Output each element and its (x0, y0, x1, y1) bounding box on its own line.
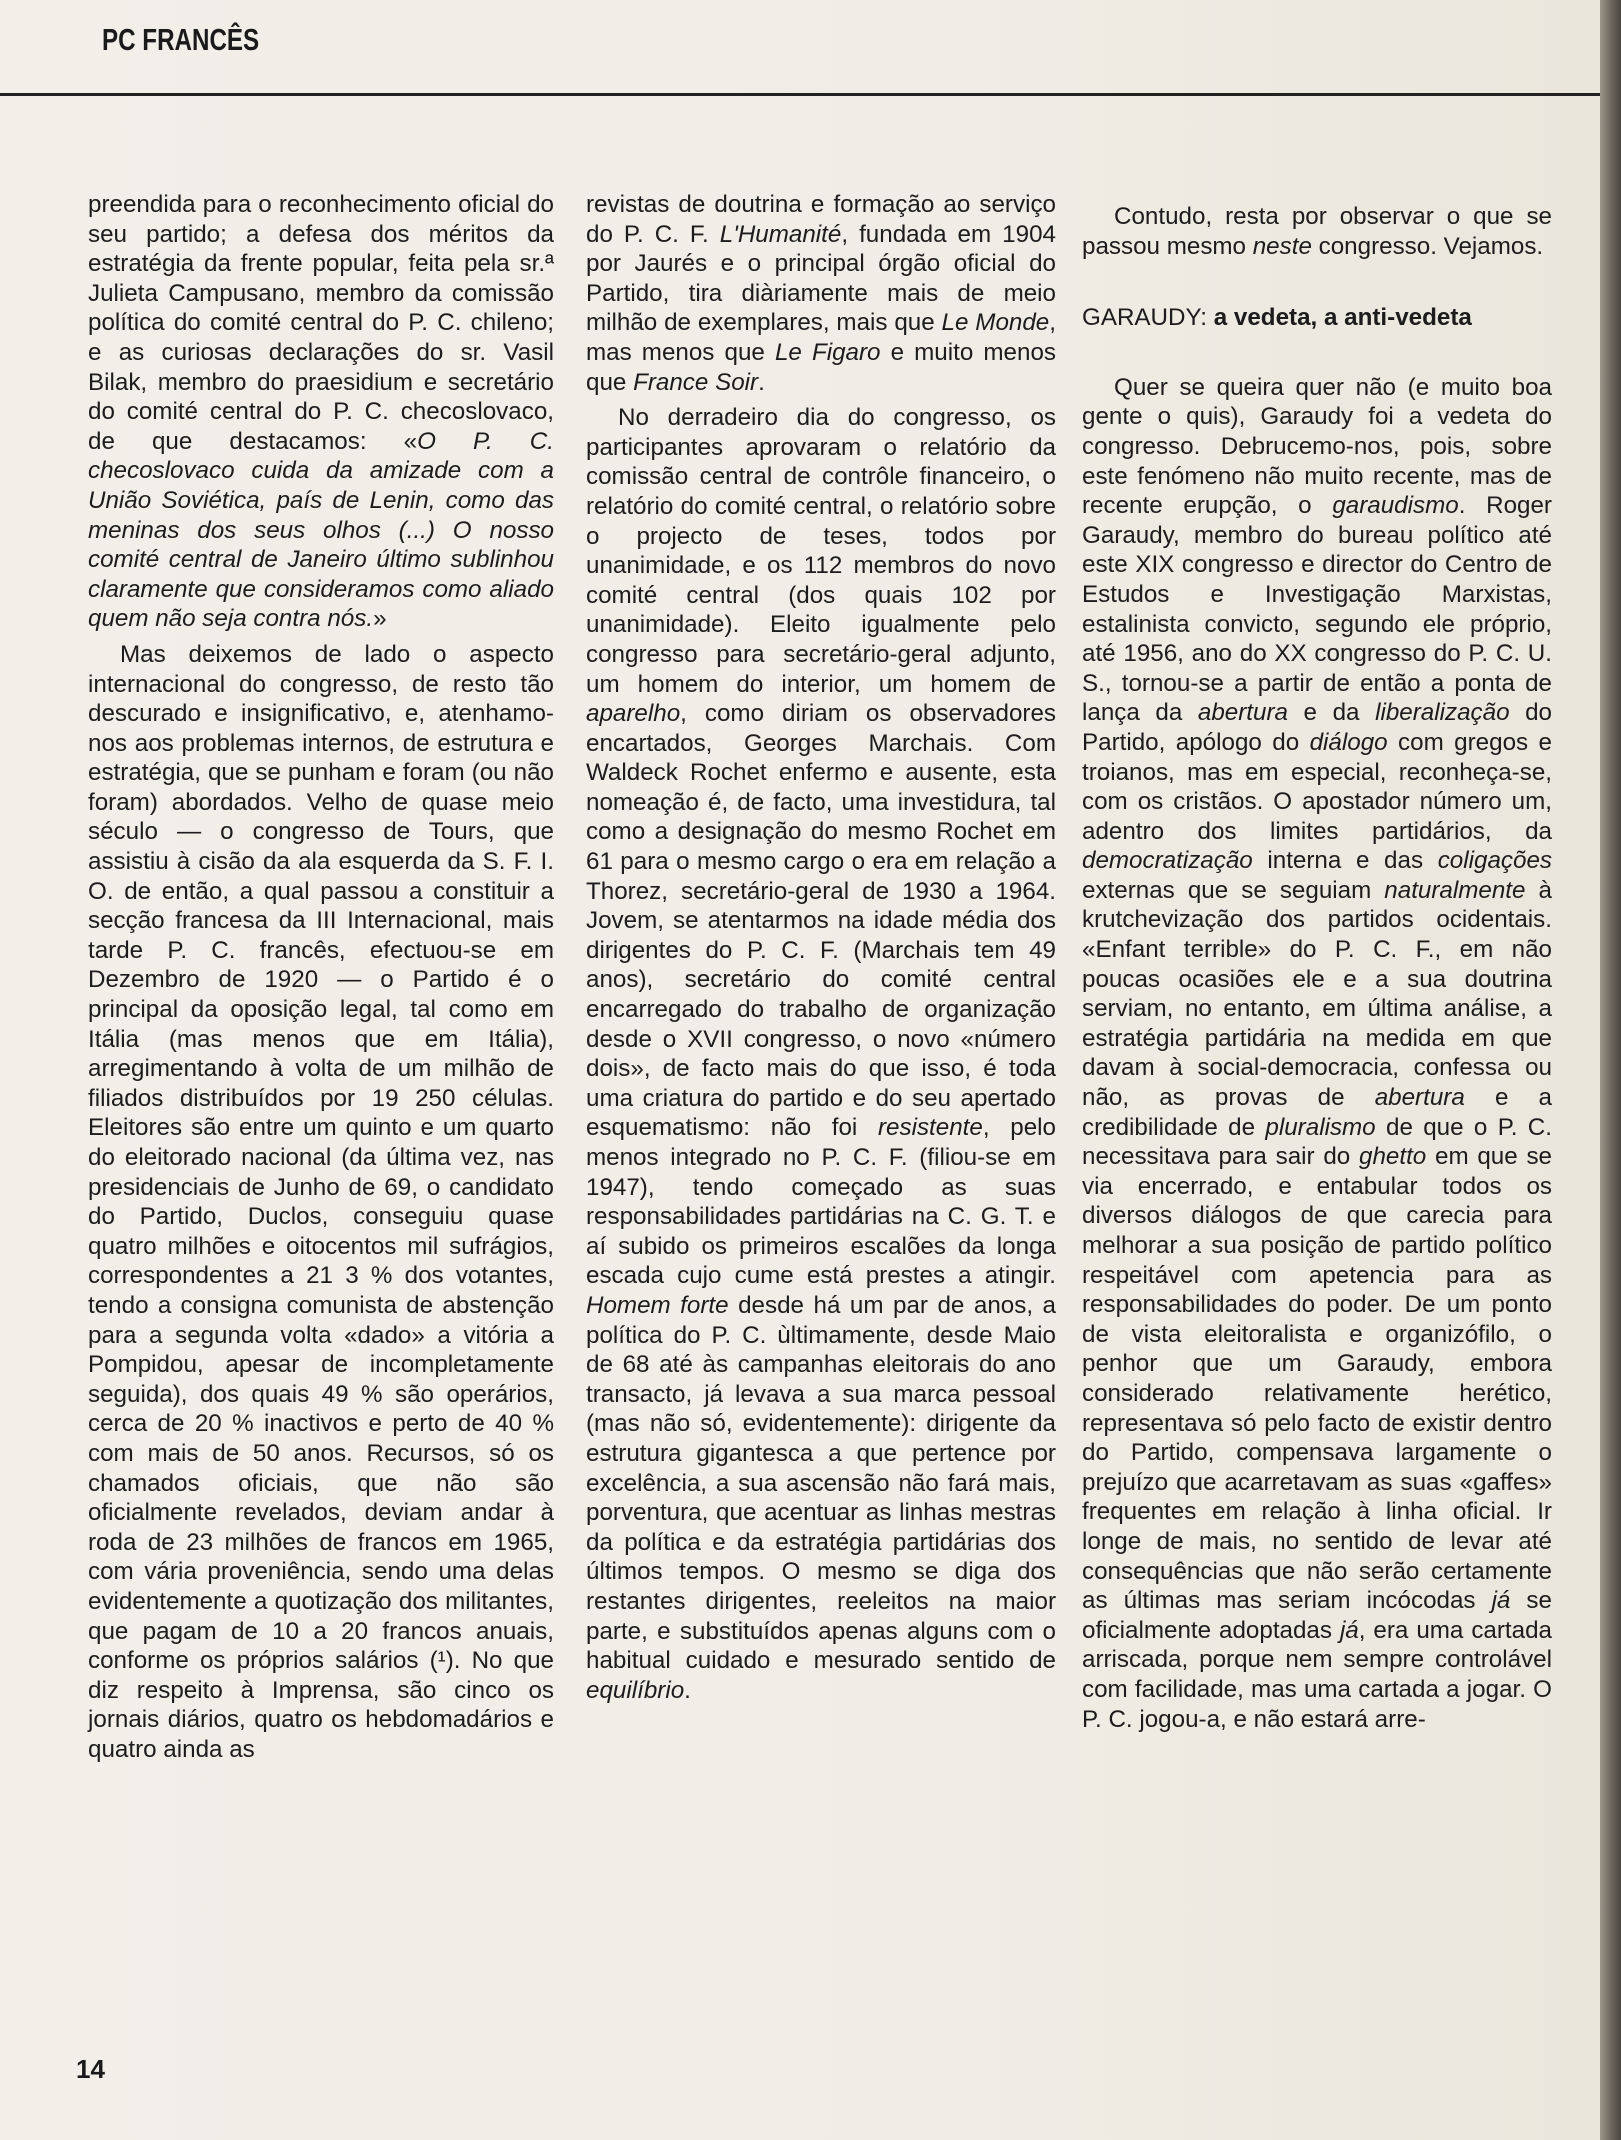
text-span: , mas menos que (586, 309, 1056, 366)
text-column-1 (88, 190, 554, 1764)
text-span: , fundada em 1904 por Jaurés e o principal órgão oficial do Partido, tira diàriamente mais de meio milhão de exemplares, mais que (586, 220, 1056, 337)
page-edge-shadow (1600, 0, 1621, 2140)
text-span: à krutchevização dos partidos ocidentais. «Enfant terrible» do P. C. F., em não poucas ocasiões ele e a sua doutrina serviam, no entanto, em última análise, a estratégia partidária na medida em que davam à social-democracia, confessa ou não, as provas de (1082, 876, 1552, 1112)
italic-word: democratização (1082, 847, 1253, 875)
text-span: . (684, 1676, 691, 1704)
italic-word: já (1491, 1587, 1511, 1615)
italic-word: abertura (1197, 699, 1288, 727)
italic-title: France Soir (633, 368, 759, 396)
italic-word: equilíbrio (586, 1676, 685, 1704)
text-span: revistas de doutrina e formação ao serviço do P. C. F. (586, 191, 1056, 248)
text-span: em que se via encerrado, e entabular todos os diversos diálogos de que carecia para melhorar a sua posição de partido político respeitável com apetencia para as responsabilidades do poder. De um ponto de vista eleitoralista e organizófilo, o penhor que um Garaudy, embora considerado relativamente herético, representava só pelo facto de existir dentro do Partido, compensava largamente o prejuízo que acarretavam as suas «gaffes» frequentes em relação à linha oficial. Ir longe de mais, no sentido de levar até consequências que não serão certamente as últimas mas seriam incócodas (1082, 1143, 1552, 1615)
paragraph (586, 190, 1056, 397)
italic-word: resistente (877, 1114, 983, 1142)
text-span: do Partido, apólogo do (1082, 699, 1553, 756)
text-column-3 (1082, 202, 1552, 1734)
text-span: , pelo menos integrado no P. C. F. (filiou-se em 1947), tendo começado as suas responsabilidades partidárias na C. G. T. e aí subido os primeiros escalões da longa escada cujo cume está prestes a atingir. (586, 1114, 1056, 1290)
text-span: de que o P. C. necessitava para sair do (1082, 1113, 1552, 1171)
italic-word: aparelho (586, 700, 681, 728)
text-span: interna e das (1252, 847, 1438, 875)
italic-word: naturalmente (1384, 876, 1526, 904)
quotation: O P. C. checoslovaco cuida da amizade com a União Soviética, país de Lenin, como das meninas dos seus olhos (...) O nosso comité central de Janeiro último sublinhou claramente que consideramos como aliado quem não seja contra nós. (88, 427, 554, 633)
paragraph (586, 403, 1056, 1705)
italic-word: coligações (1437, 847, 1552, 875)
italic-word: Homem forte (586, 1291, 729, 1319)
paragraph: Mas deixemos de lado o aspecto internacional do congresso, de resto tão descurado e insignificativo, e, atenhamo-nos aos problemas internos, de estrutura e estratégia, que se punham e foram (ou não foram) abordados. Velho de quase meio século — o congresso de Tours, que assistiu à cisão da ala esquerda da S. F. I. O. de então, a qual passou a constituir a secção francesa da III Internacional, mais tarde P. C. francês, efectuou-se em Dezembro de 1920 — o Partido é o principal da oposição legal, tal como em Itália (mas menos que em Itália), arregimentando à volta de um milhão de filiados distribuídos por 19 250 células. Eleitores são entre um quinto e um quarto do eleitorado nacional (da última vez, nas presidenciais de Junho de 69, o candidato do Partido, Duclos, conseguiu quase quatro milhões e oitocentos mil sufrágios, correspondentes a 21 3 % dos votantes, tendo a consigna comunista de abstenção para a segunda volta «dado» a vitória a Pompidou, apesar de incompletamente seguida), dos quais 49 % são operários, cerca de 20 % inactivos e perto de 40 % com mais de 50 anos. Recursos, só os chamados oficiais, que não são oficialmente revelados, deviam andar à roda de 23 milhões de francos em 1965, com vária proveniência, sendo uma delas evidentemente a quotização dos militantes, que pagam de 10 a 20 francos anuais, conforme os próprios salários (¹). No que diz respeito à Imprensa, são cinco os jornais diários, quatro os hebdomadários e quatro ainda as (88, 640, 554, 1763)
text-span: e da (1287, 699, 1376, 727)
text-span: se oficialmente adoptadas (1082, 1587, 1552, 1644)
subhead-title: a vedeta, a anti-vedeta (1213, 304, 1472, 332)
italic-title: Le Monde (941, 309, 1050, 337)
italic-word: neste (1252, 232, 1312, 260)
italic-word: pluralismo (1265, 1113, 1376, 1141)
italic-word: ghetto (1359, 1143, 1427, 1171)
italic-word: abertura (1374, 1084, 1465, 1112)
text-span: preendida para o reconhecimento oficial do seu partido; a defesa dos méritos da estratégia da frente popular, feita pela sr.ª Julieta Campusano, membro da comissão política do comité central do P. C. chileno; e as curiosas declarações do sr. Vasil Bilak, membro do praesidium e secretário do comité central do P. C. checoslovaco, de que destacamos: « (88, 191, 554, 455)
italic-word: liberalização (1375, 699, 1510, 727)
paragraph (1082, 373, 1552, 1734)
text-span: , era uma cartada arriscada, porque nem sempre controlável com facilidade, mas uma cartada a jogar. O P. C. jogou-a, e não estará arre- (1082, 1616, 1552, 1733)
text-span: e muito menos que (586, 338, 1057, 396)
text-span: Quer se queira quer não (e muito boa gente o quis), Garaudy foi a vedeta do congresso. Debrucemo-nos, pois, sobre este fenómeno não muito recente, mas de recente erupção, o (1082, 373, 1552, 520)
paragraph (1082, 202, 1552, 261)
text-span: » (373, 605, 387, 633)
subhead-name: GARAUDY: (1082, 304, 1214, 332)
text-span: No derradeiro dia do congresso, os participantes aprovaram o relatório da comissão central de contrôle financeiro, o relatório do comité central, o relatório sobre o projecto de teses, todos por unanimidade, e os 112 membros do novo comité central (dos quais 102 por unanimidade). Eleito igualmente pelo congresso para secretário-geral adjunto, um homem do interior, um homem de (586, 404, 1056, 698)
text-span: . Roger Garaudy, membro do bureau político até este XIX congresso e director do Centro de Estudos e Investigação Marxistas, estalinista convicto, segundo ele próprio, até 1956, ano do XX congresso do P. C. U. S., tornou-se a partir de então a ponta de lança da (1082, 492, 1552, 727)
text-span: externas que se seguiam (1082, 876, 1385, 904)
italic-title: Le Figaro (774, 338, 881, 366)
italic-word: garaudismo (1332, 492, 1459, 520)
running-head: PC FRANCÊS (102, 22, 260, 57)
text-span: . (758, 368, 765, 396)
text-span: e a credibilidade de (1082, 1084, 1552, 1141)
italic-word: diálogo (1309, 728, 1388, 756)
italic-title: L'Humanité (719, 220, 842, 248)
paragraph (88, 190, 554, 634)
text-span: com gregos e troianos, mas em especial, reconheça-se, com os cristãos. O apostador número um, adentro dos limites partidários, da (1082, 728, 1552, 845)
text-span: , como diriam os observadores encartados, Georges Marchais. Com Waldeck Rochet enfermo e ausente, esta nomeação é, de facto, uma investidura, tal como a designação do mesmo Rochet em 61 para o mesmo cargo o era em relação a Thorez, secretário-geral de 1930 a 1964. Jovem, se atentarmos na idade média dos dirigentes do P. C. F. (Marchais tem 49 anos), secretário do comité central encarregado do trabalho de organização desde o XVII congresso, o novo «número dois», de facto mais do que isso, é toda uma criatura do partido e do seu apertado esquematismo: não foi (586, 700, 1056, 1142)
text-span: desde há um par de anos, a política do P. C. ùltimamente, desde Maio de 68 até às campanhas eleitorais do ano transacto, já levava a sua marca pessoal (mas não só, evidentemente): dirigente da estrutura gigantesca a que pertence por excelência, a sua ascensão não fará mais, porventura, que acentuar as linhas mestras da política e da estratégia partidárias dos últimos tempos. O mesmo se diga dos restantes dirigentes, reeleitos na maior parte, e substituídos apenas alguns com o habitual cuidado e mesurado sentido de (586, 1291, 1056, 1675)
header-rule (0, 93, 1600, 96)
italic-word: já (1339, 1616, 1359, 1644)
text-span: Contudo, resta por observar o que se passou mesmo (1082, 203, 1552, 260)
text-span: congresso. Vejamos. (1311, 232, 1544, 260)
text-column-2 (586, 190, 1056, 1705)
section-subhead (1082, 303, 1552, 333)
page-number: 14 (76, 2054, 105, 2084)
